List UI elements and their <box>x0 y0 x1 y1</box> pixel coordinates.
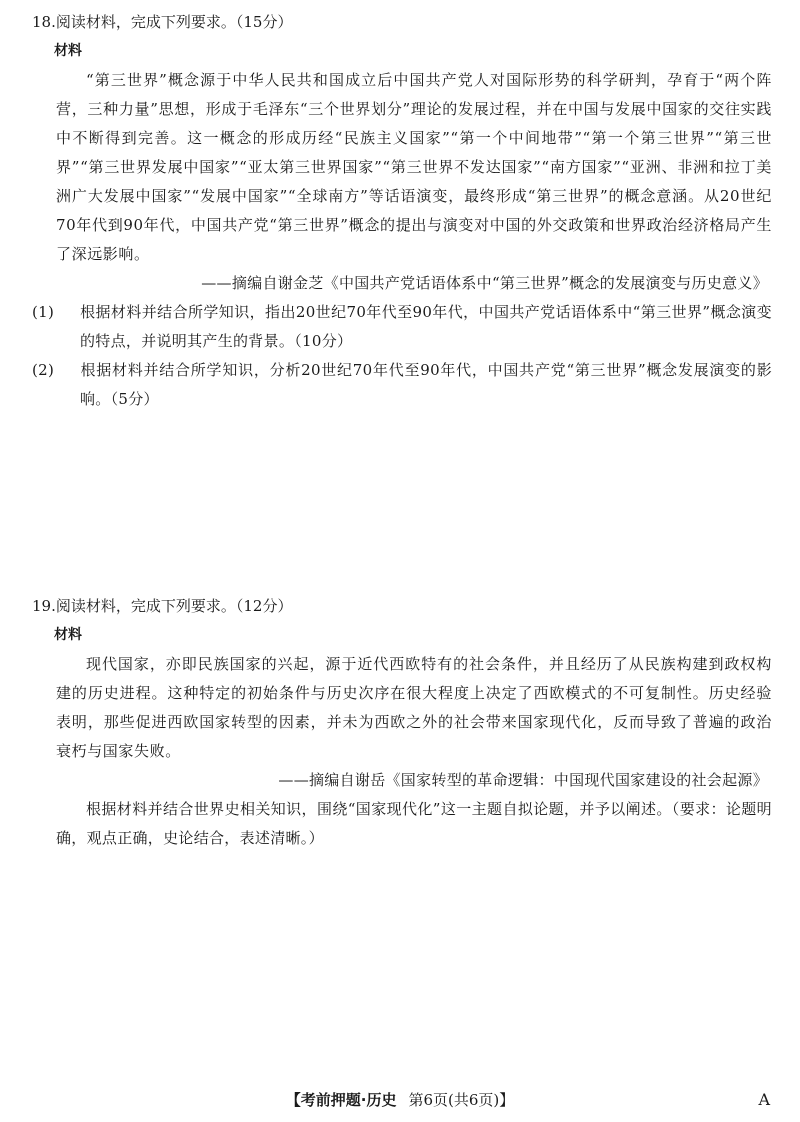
sub-text: 根据材料并结合所学知识，指出20世纪70年代至90年代，中国共产党话语体系中“第三世界”概念演变的特点，并说明其产生的背景。（10分） <box>80 303 772 350</box>
question-18-sub-1 <box>32 298 772 356</box>
page-footer <box>0 1088 800 1112</box>
question-18-title: 18.阅读材料，完成下列要求。（15分） <box>32 13 293 31</box>
sub-number: (2) <box>32 361 55 379</box>
question-19-material-text: 现代国家，亦即民族国家的兴起，源于近代西欧特有的社会条件，并且经历了从民族构建到政权构建的历史进程。这种特定的初始条件与历史次序在很大程度上决定了西欧模式的不可复制性。历史经验表明，那些促进西欧国家转型的因素，并未为西欧之外的社会带来国家现代化，反而导致了普遍的政治衰朽与国家失败。 <box>56 655 772 760</box>
sub-text: 根据材料并结合所学知识，分析20世纪70年代至90年代，中国共产党“第三世界”概念发展演变的影响。（5分） <box>80 361 772 408</box>
question-18 <box>32 8 772 414</box>
paper-version: A <box>758 1090 770 1109</box>
question-18-sub-2 <box>32 356 772 414</box>
footer-book-title: 【考前押题·历史 <box>285 1091 397 1109</box>
question-19 <box>32 592 772 853</box>
question-19-title: 19.阅读材料，完成下列要求。（12分） <box>32 597 293 615</box>
question-19-source: ——摘编自谢岳《国家转型的革命逻辑：中国现代国家建设的社会起源》 <box>278 771 768 789</box>
question-18-material-label: 材料 <box>54 43 82 59</box>
footer-page-number: 第6页(共6页)】 <box>408 1091 515 1109</box>
sub-number: (1) <box>32 303 55 321</box>
question-19-task: 根据材料并结合世界史相关知识，围绕“国家现代化”这一主题自拟论题，并予以阐述。（要求：论题明确，观点正确，史论结合，表述清晰。） <box>56 800 772 847</box>
question-18-material-text: “第三世界”概念源于中华人民共和国成立后中国共产党人对国际形势的科学研判，孕育于“两个阵营，三种力量”思想，形成于毛泽东“三个世界划分”理论的发展过程，并在中国与发展中国家的交往实践中不断得到完善。这一概念的形成历经“民族主义国家”“第一个中间地带”“第一个第三世界”“第三世界”“第三世界发展中国家”“亚太第三世界国家”“第三世界不发达国家”“南方国家”“亚洲、非洲和拉丁美洲广大发展中国家”“发展中国家”“全球南方”等话语演变，最终形成“第三世界”的概念意涵。从20世纪70年代到90年代，中国共产党“第三世界”概念的提出与演变对中国的外交政策和世界政治经济格局产生了深远影响。 <box>56 71 772 263</box>
question-18-source: ——摘编自谢金芝《中国共产党话语体系中“第三世界”概念的发展演变与历史意义》 <box>201 274 768 292</box>
question-19-material-label: 材料 <box>54 627 82 643</box>
